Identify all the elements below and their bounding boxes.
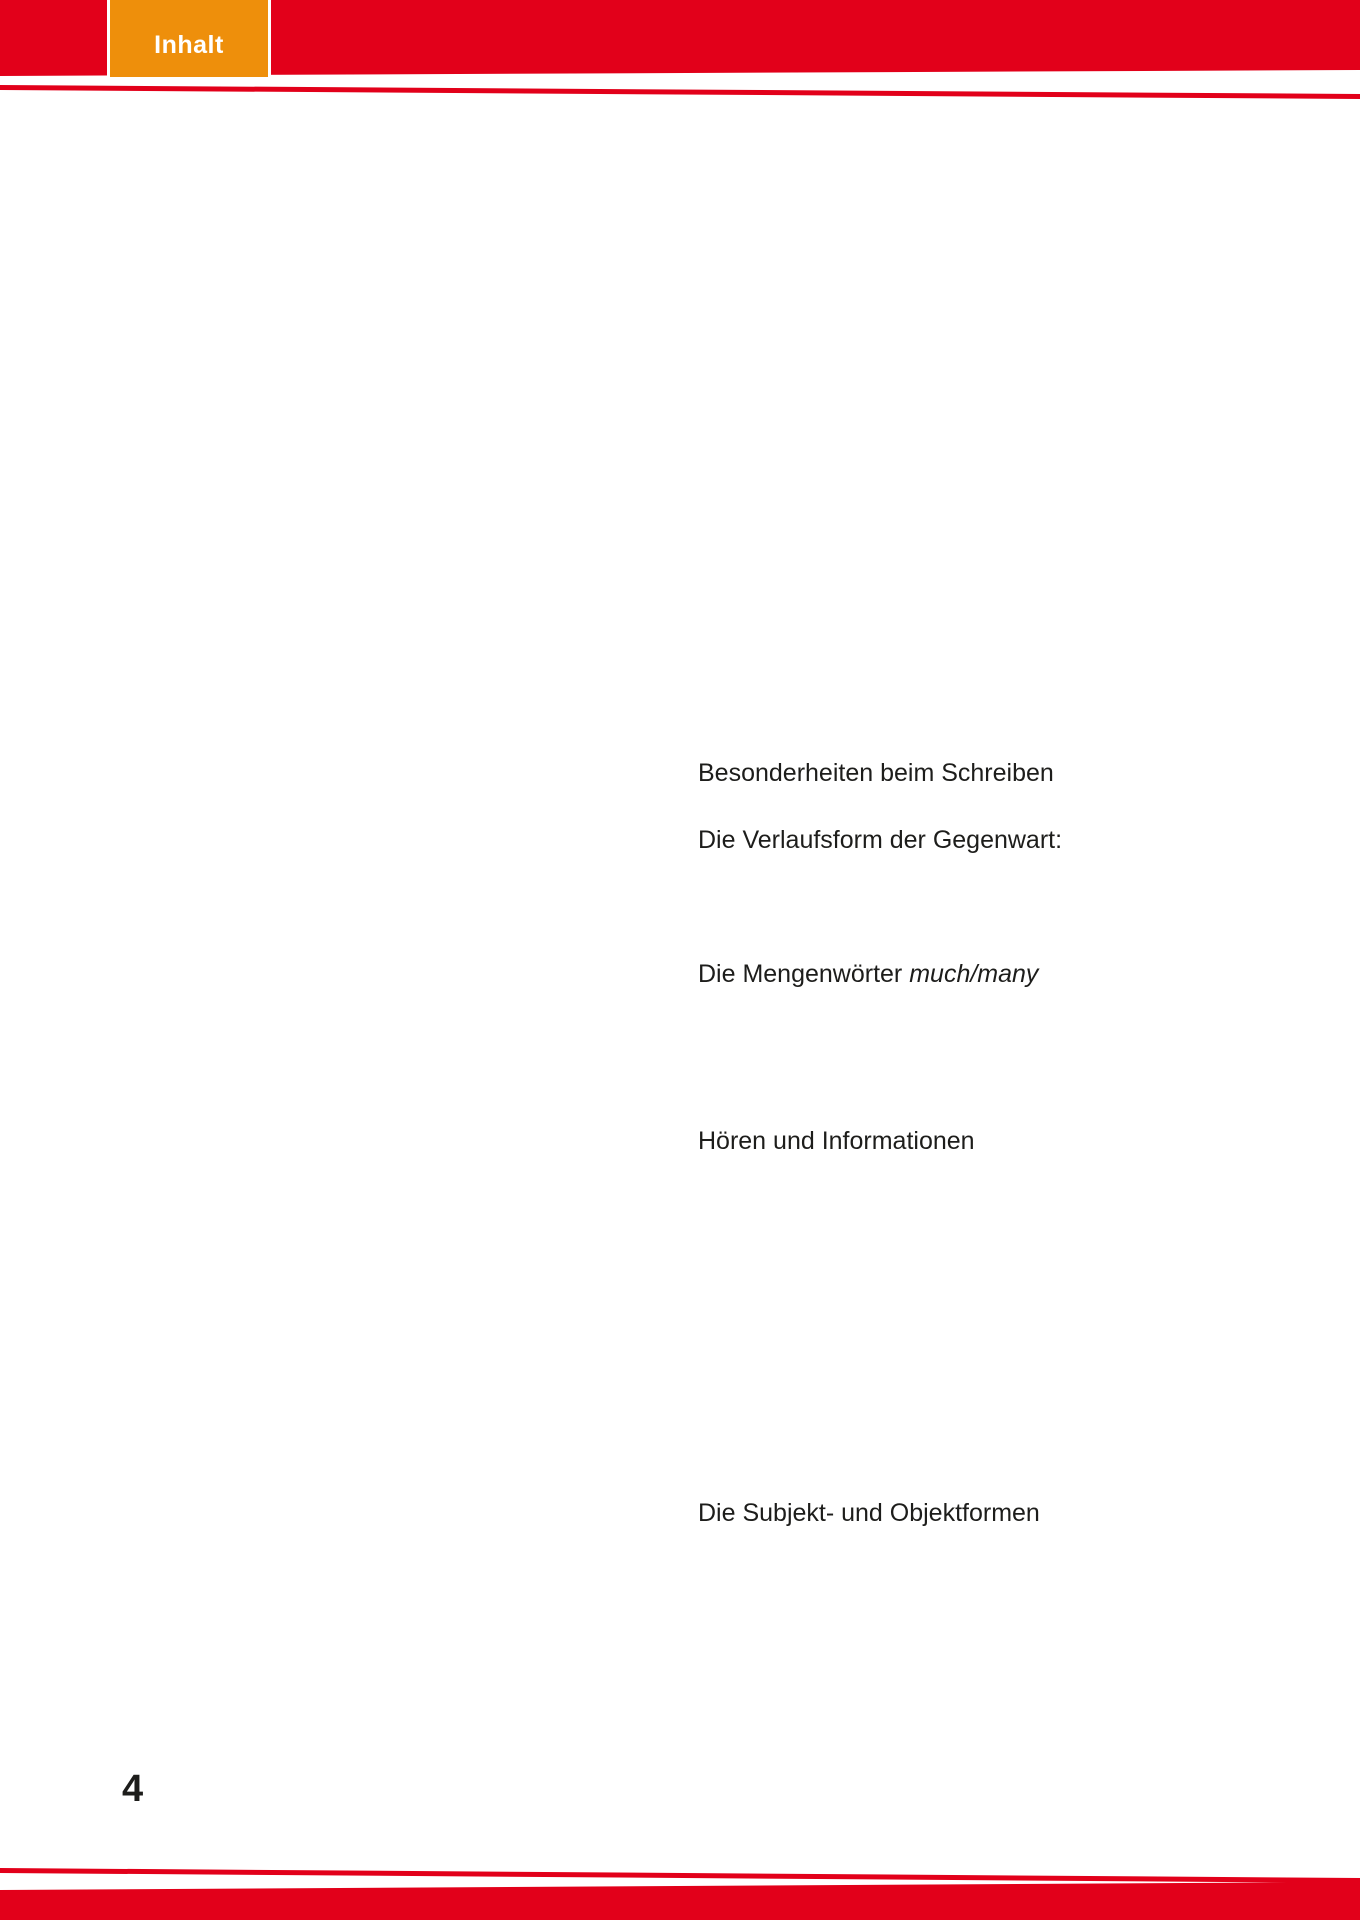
toc-entry-label: Die Verlaufsform der Gegenwart: bbox=[698, 826, 1063, 855]
toc-row bbox=[698, 252, 1196, 285]
toc-row bbox=[698, 1159, 1196, 1192]
toc-entry-label: Die Mengenwörter much/many bbox=[698, 959, 1039, 988]
toc-row bbox=[698, 1430, 1196, 1463]
footer-thin-line bbox=[0, 1868, 1360, 1883]
toc-row bbox=[698, 1025, 1196, 1058]
page-number: 4 bbox=[122, 1768, 144, 1810]
toc-row bbox=[698, 523, 1196, 556]
toc-row bbox=[698, 1463, 1196, 1496]
toc-row bbox=[698, 991, 1196, 1024]
toc-row bbox=[698, 624, 1196, 657]
toc-row bbox=[698, 1630, 1196, 1663]
toc-entry-label: Hören und Informationen bbox=[698, 1127, 975, 1156]
toc-row bbox=[698, 958, 1196, 991]
toc-row bbox=[698, 1058, 1196, 1091]
tab-right-border bbox=[268, 0, 271, 77]
footer-red-band bbox=[0, 1882, 1360, 1920]
toc-row bbox=[698, 285, 1196, 318]
toc-row bbox=[698, 924, 1196, 957]
toc-row bbox=[698, 1092, 1196, 1125]
toc-row bbox=[698, 690, 1196, 723]
toc-row bbox=[698, 456, 1196, 489]
toc-row bbox=[698, 891, 1196, 924]
toc-row bbox=[698, 757, 1196, 790]
header-tab-label: Inhalt bbox=[154, 31, 224, 59]
toc-row bbox=[698, 319, 1196, 352]
header-thin-line bbox=[0, 85, 1360, 99]
toc-row bbox=[698, 791, 1196, 824]
toc-row bbox=[698, 1125, 1196, 1158]
toc-column-right bbox=[698, 252, 1196, 1697]
toc-row bbox=[698, 490, 1196, 523]
toc-row bbox=[698, 657, 1196, 690]
toc-row bbox=[698, 557, 1196, 590]
toc-row bbox=[698, 1664, 1196, 1697]
toc-row bbox=[698, 1497, 1196, 1530]
toc-entry-label: Die Subjekt- und Objektformen bbox=[698, 1498, 1040, 1527]
toc-row bbox=[698, 1530, 1196, 1563]
toc-row bbox=[698, 824, 1196, 857]
toc-row bbox=[698, 1363, 1196, 1396]
toc-row bbox=[698, 1225, 1196, 1258]
toc-row bbox=[698, 1396, 1196, 1429]
footer-band-shapes bbox=[0, 1866, 1360, 1920]
toc-row bbox=[698, 590, 1196, 623]
toc-row bbox=[698, 858, 1196, 891]
toc-row bbox=[698, 1597, 1196, 1630]
toc-row bbox=[698, 1563, 1196, 1596]
toc-entry-label: Besonderheiten beim Schreiben bbox=[698, 759, 1054, 788]
toc-row bbox=[698, 1192, 1196, 1225]
toc-row bbox=[698, 724, 1196, 757]
